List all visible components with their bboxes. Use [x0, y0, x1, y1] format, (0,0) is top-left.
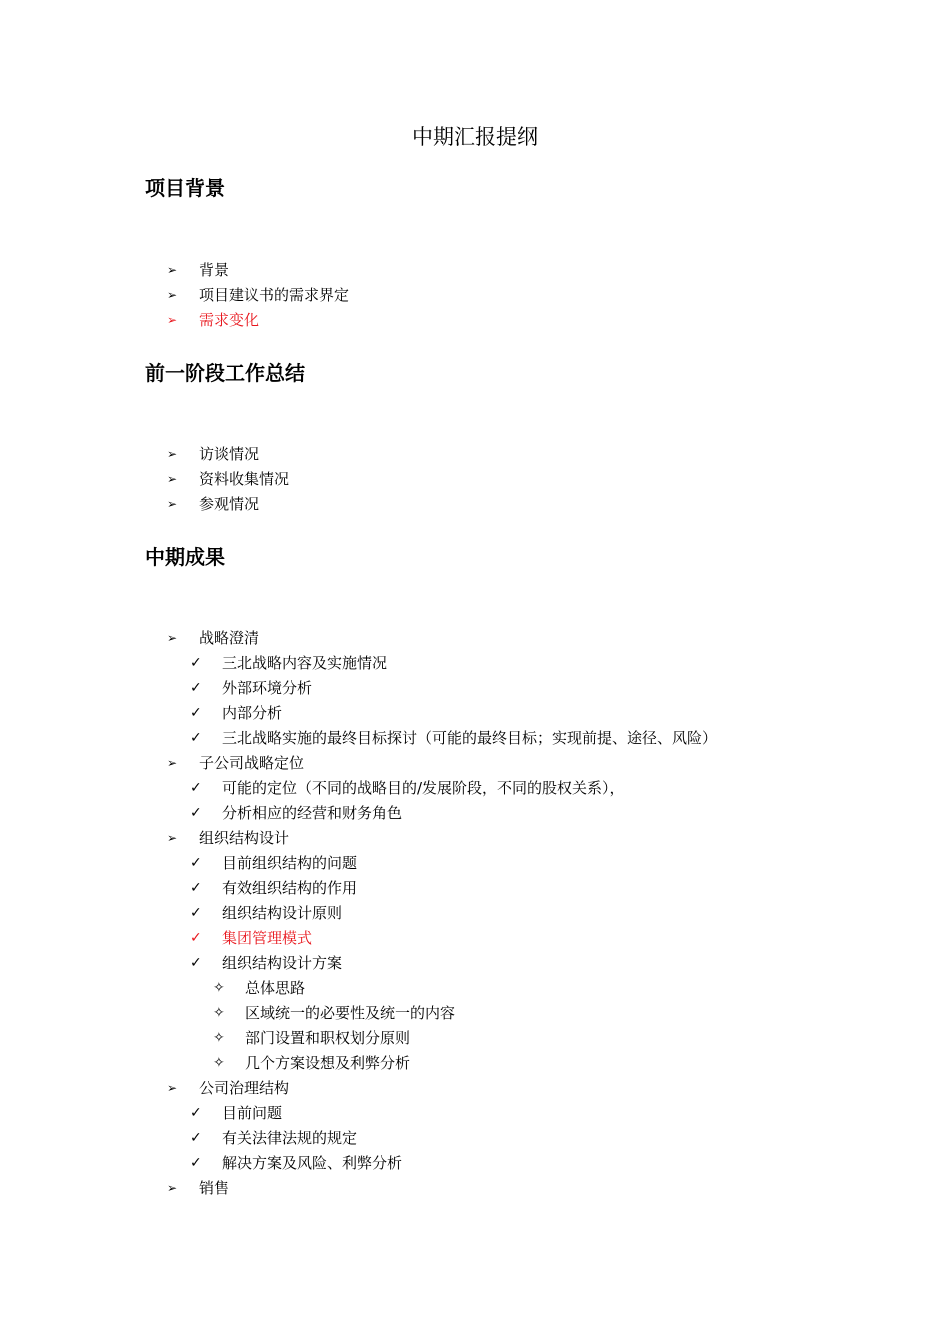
arrow-bullet-icon: ➢	[167, 447, 178, 461]
list-item-text: 三北战略内容及实施情况	[222, 654, 388, 672]
checkmark-bullet-icon: ✓	[190, 955, 202, 971]
list-item-text: 目前问题	[222, 1104, 283, 1122]
list-item-text: 几个方案设想及利弊分析	[245, 1054, 411, 1072]
list-item-text: 分析相应的经营和财务角色	[222, 804, 403, 822]
list-item-text: 区域统一的必要性及统一的内容	[245, 1004, 456, 1022]
checkmark-bullet-icon: ✓	[190, 1105, 202, 1121]
list-item-text: 集团管理模式	[222, 929, 313, 947]
list-item-text: 组织结构设计方案	[222, 954, 343, 972]
diamond-bullet-icon: ✧	[213, 1005, 225, 1021]
list-item-text: 资料收集情况	[199, 470, 290, 488]
list-item-text: 目前组织结构的问题	[222, 854, 358, 872]
list-item-text: 项目建议书的需求界定	[199, 286, 350, 304]
arrow-bullet-icon: ➢	[167, 497, 178, 511]
diamond-bullet-icon: ✧	[213, 1030, 225, 1046]
arrow-bullet-icon: ➢	[167, 313, 178, 327]
checkmark-bullet-icon: ✓	[190, 880, 202, 896]
list-item-text: 解决方案及风险、利弊分析	[222, 1154, 403, 1172]
checkmark-bullet-icon: ✓	[190, 855, 202, 871]
checkmark-bullet-icon: ✓	[190, 905, 202, 921]
list-item-text: 可能的定位（不同的战略目的/发展阶段，不同的股权关系），	[222, 779, 625, 797]
list-item-text: 组织结构设计	[199, 829, 290, 847]
diamond-bullet-icon: ✧	[213, 1055, 225, 1071]
arrow-bullet-icon: ➢	[167, 1081, 178, 1095]
list-item-text: 内部分析	[222, 704, 283, 722]
arrow-bullet-icon: ➢	[167, 831, 178, 845]
list-item-text: 战略澄清	[199, 629, 260, 647]
arrow-bullet-icon: ➢	[167, 288, 178, 302]
list-item-text: 总体思路	[245, 979, 306, 997]
list-item-text: 销售	[199, 1179, 230, 1197]
section-heading-interim-results: 中期成果	[145, 545, 225, 569]
checkmark-bullet-icon: ✓	[190, 1130, 202, 1146]
arrow-bullet-icon: ➢	[167, 1181, 178, 1195]
document-title: 中期汇报提纲	[412, 125, 538, 149]
list-item-text: 有效组织结构的作用	[222, 879, 358, 897]
list-item-text: 组织结构设计原则	[222, 904, 343, 922]
list-item-text: 子公司战略定位	[199, 754, 305, 772]
list-item-text: 三北战略实施的最终目标探讨（可能的最终目标；实现前提、途径、风险）	[222, 729, 718, 747]
checkmark-bullet-icon: ✓	[190, 680, 202, 696]
checkmark-bullet-icon: ✓	[190, 1155, 202, 1171]
checkmark-bullet-icon: ✓	[190, 655, 202, 671]
list-item-text: 需求变化	[199, 311, 260, 329]
list-item-text: 访谈情况	[199, 445, 260, 463]
diamond-bullet-icon: ✧	[213, 980, 225, 996]
list-item-text: 外部环境分析	[222, 679, 313, 697]
checkmark-bullet-icon: ✓	[190, 930, 202, 946]
checkmark-bullet-icon: ✓	[190, 730, 202, 746]
arrow-bullet-icon: ➢	[167, 263, 178, 277]
checkmark-bullet-icon: ✓	[190, 705, 202, 721]
arrow-bullet-icon: ➢	[167, 756, 178, 770]
checkmark-bullet-icon: ✓	[190, 805, 202, 821]
arrow-bullet-icon: ➢	[167, 472, 178, 486]
list-item-text: 部门设置和职权划分原则	[245, 1029, 411, 1047]
section-heading-project-background: 项目背景	[145, 176, 225, 200]
section-heading-previous-work-summary: 前一阶段工作总结	[145, 361, 305, 385]
list-item-text: 公司治理结构	[199, 1079, 290, 1097]
list-item-text: 参观情况	[199, 495, 260, 513]
list-item-text: 背景	[199, 261, 230, 279]
arrow-bullet-icon: ➢	[167, 631, 178, 645]
checkmark-bullet-icon: ✓	[190, 780, 202, 796]
list-item-text: 有关法律法规的规定	[222, 1129, 358, 1147]
